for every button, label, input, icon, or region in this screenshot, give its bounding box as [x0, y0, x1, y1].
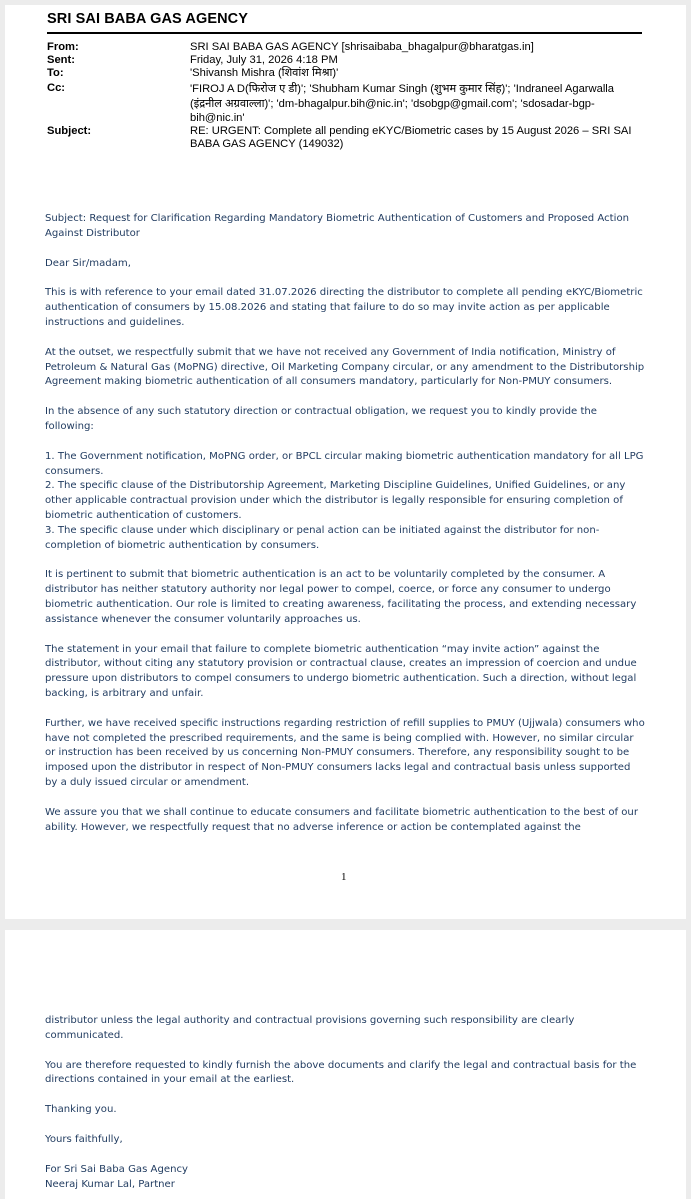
- subject-value: RE: URGENT: Complete all pending eKYC/Biometric cases by 15 August 2026 – SRI SAI BABA GAS AGENCY (149032): [190, 125, 632, 150]
- to-label: To:: [47, 67, 64, 79]
- subject-label: Subject:: [47, 125, 92, 137]
- page-number: 1: [341, 871, 347, 883]
- paragraph-2: At the outset, we respectfully submit that we have not received any Government of India notification, Ministry of Petroleum & Natural Gas (MoPNG) directive, Oil Marketing Company circular, or any amendment to the Distributorship Agreement making biometric authentication of all consumers mandatory, particularly for Non-PMUY consumers.: [45, 346, 645, 388]
- list-item: 1. The Government notification, MoPNG order, or BPCL circular making biometric authentication mandatory for all LPG consumers.: [45, 450, 644, 477]
- letter-body: [45, 212, 645, 850]
- paragraph-1: This is with reference to your email dated 31.07.2026 directing the distributor to complete all pending eKYC/Biometric authentication of consumers by 15.08.2026 and stating that failure to do so may invite action as per applicable instructions and guidelines.: [45, 287, 643, 328]
- salutation: Dear Sir/madam,: [45, 257, 131, 269]
- list-item: 3. The specific clause under which disciplinary or penal action can be initiated against the distributor for non-completion of biometric authentication by consumers.: [45, 524, 600, 551]
- closing-line: Yours faithfully,: [45, 1133, 123, 1145]
- paragraph-7: We assure you that we shall continue to educate consumers and facilitate biometric authentication to the best of our ability. However, we respectfully request that no adverse inference or action be contemplated against the: [45, 806, 638, 833]
- org-title: SRI SAI BABA GAS AGENCY: [47, 11, 249, 27]
- request-list: [45, 450, 645, 554]
- paragraph-5: The statement in your email that failure to complete biometric authentication “may invite action” against the distributor, without citing any statutory provision or contractual clause, creates an impression of coercion and undue pressure upon distributors to compel consumers to undergo biometric authentication. Such a direction, without legal backing, is arbitrary and unfair.: [45, 643, 637, 699]
- letter-body-continued: [45, 1014, 645, 1192]
- signature-name: Neeraj Kumar Lal, Partner: [45, 1178, 175, 1190]
- paragraph-7-continued: distributor unless the legal authority and contractual provisions governing such responsibility are clearly communicated.: [45, 1015, 575, 1041]
- paragraph-8: You are therefore requested to kindly furnish the above documents and clarify the legal and contractual basis for the directions contained in your email at the earliest.: [45, 1059, 637, 1086]
- letter-subject: Subject: Request for Clarification Regarding Mandatory Biometric Authentication of Customers and Proposed Action Against Distributor: [45, 213, 630, 239]
- cc-value: 'FIROJ A D(फिरोज ए डी)'; 'Shubham Kumar Singh (शुभम कुमार सिंह)'; 'Indraneel Agarwalla (इंद्रनील अग्रवाल्ला)'; 'dm-bhagalpur.bih@nic.in'; 'dsobgp@gmail.com'; 'sdosadar-bgp-bih@nic.in': [190, 83, 615, 124]
- letter-page-2: [5, 930, 686, 1199]
- paragraph-4: It is pertinent to submit that biometric authentication is an act to be voluntarily completed by the consumer. A distributor has neither statutory authority nor legal power to compel, coerce, or force any consumer to undergo biometric authentication. Our role is limited to creating awareness, facilitating the process, and extending necessary assistance whenever the consumer voluntarily approaches us.: [45, 569, 637, 625]
- thanks-line: Thanking you.: [45, 1104, 117, 1116]
- cc-label: Cc:: [47, 82, 66, 94]
- paragraph-3: In the absence of any such statutory direction or contractual obligation, we request you to kindly provide the following:: [45, 406, 598, 432]
- list-item: 2. The specific clause of the Distributorship Agreement, Marketing Discipline Guidelines, Unified Guidelines, or any other applicable contractual provision under which the distributor is legally responsible for ensuring completion of biometric authentication of customers.: [45, 480, 626, 521]
- from-label: From:: [47, 41, 79, 53]
- to-value: 'Shivansh Mishra (शिवांश मिश्रा)': [190, 67, 339, 79]
- title-divider: [47, 32, 642, 34]
- signature-org: For Sri Sai Baba Gas Agency: [45, 1163, 188, 1175]
- paragraph-6: Further, we have received specific instructions regarding restriction of refill supplies to PMUY (Ujjwala) consumers who have not completed the prescribed requirements, and the same is being complied with. However, no similar circular or instruction has been received by us concerning Non-PMUY consumers. Therefore, any responsibility sought to be imposed upon the distributor in respect of Non-PMUY consumers lacks legal and contractual basis unless supported by a duly issued circular or amendment.: [45, 717, 645, 788]
- letter-page-1: [5, 5, 686, 919]
- sent-label: Sent:: [47, 54, 75, 66]
- sent-value: Friday, July 31, 2026 4:18 PM: [190, 54, 338, 66]
- from-value: SRI SAI BABA GAS AGENCY [shrisaibaba_bhagalpur@bharatgas.in]: [190, 41, 534, 53]
